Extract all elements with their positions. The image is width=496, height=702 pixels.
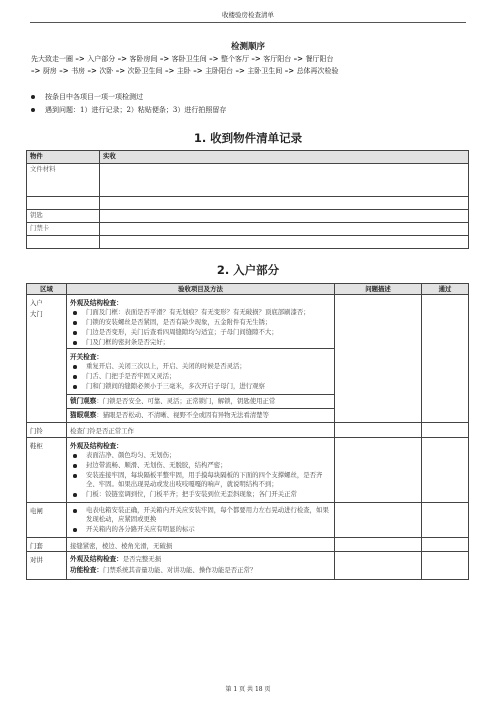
check-item: 门舌、门把手是否牢固又灵活；: [70, 372, 331, 381]
area-label: 入户: [30, 299, 43, 307]
col-header-area: 区域: [27, 284, 67, 295]
check-item: 门边是否变形，关门后查看四周缝隙均匀适宜；子母门间缝隙不大；: [70, 328, 331, 337]
item-name: [27, 236, 100, 249]
item-name: 门禁卡: [27, 223, 100, 236]
route-arrow-icon: –>: [85, 66, 100, 75]
check-item: 开关箱内的各分路开关应有明显的标示: [70, 525, 331, 534]
receipt-cell[interactable]: [100, 223, 469, 236]
inspection-route: [31, 53, 471, 77]
route-arrow-icon: –>: [115, 54, 130, 63]
area-label: 门套: [27, 538, 67, 552]
route-arrow-icon: –>: [249, 54, 264, 63]
route-step: 次卧: [99, 67, 114, 75]
col-header-pass: 通过: [422, 284, 469, 295]
check-text: ：猫眼是否松动、不清晰、视野不全或因有异物无法看清楚等: [96, 411, 269, 419]
item-name: [27, 197, 100, 210]
issue-cell[interactable]: [335, 552, 422, 580]
check-item: 安装连接牢固，每块隔板平整牢固，用手摸每块隔板的下面的四个支撑螺丝，是否齐全、牢固。如果出现晃动或发出吱吱嘎嘎的响声，就说明结构不到；: [70, 471, 331, 489]
route-step: 餐厅阳台: [305, 55, 334, 63]
issue-cell[interactable]: [335, 423, 422, 438]
route-arrow-icon: –>: [291, 54, 306, 63]
route-line-2: [31, 65, 471, 77]
check-text: ：门锁是否安全、可靠、灵活；正常锁门，解锁，钥匙使用正常: [96, 397, 276, 405]
issue-cell[interactable]: [335, 295, 422, 423]
check-item: 门及门框的密封条是否完好；: [70, 338, 331, 347]
route-step: 客卧房间: [129, 55, 158, 63]
receipt-cell[interactable]: [100, 197, 469, 210]
check-label: 功能检查：: [70, 566, 103, 574]
check-item: 表面洁净、颜色均匀、无划伤；: [70, 451, 331, 460]
route-arrow-icon: –>: [73, 54, 88, 63]
route-step: 整个客厅: [221, 55, 249, 63]
route-step: 厨房: [42, 67, 57, 75]
route-arrow-icon: –>: [56, 66, 72, 75]
item-name: 钥匙: [27, 210, 100, 223]
route-step: 主卧: [176, 67, 191, 75]
route-step: 书房: [71, 67, 86, 75]
col-header-method: 验收项目及方法: [67, 284, 335, 295]
pass-cell[interactable]: [422, 423, 469, 438]
route-step: 先大致走一圈: [31, 55, 73, 63]
route-step: 主卧卫生间: [247, 67, 283, 75]
group-title: 开关检查：: [70, 353, 103, 361]
table-row: [27, 210, 469, 223]
area-label: 电闸: [27, 503, 67, 538]
check-list: [70, 308, 331, 347]
bullet-dot-icon: [31, 108, 35, 112]
col-header-item: 物件: [27, 151, 100, 164]
check-item: 封边带流畅、顺滑、无划伤、无脱胶，结构严密；: [70, 461, 331, 470]
instruction-bullet: [31, 92, 143, 102]
issue-cell[interactable]: [335, 438, 422, 503]
entrance-inspection-table: [26, 283, 469, 580]
issue-cell[interactable]: [335, 503, 422, 538]
table-row-shoe-cabinet: [27, 438, 469, 503]
table-row: [27, 236, 469, 249]
check-list: [70, 506, 331, 534]
table-row-door: [27, 295, 469, 423]
page-header: 收楼验房检查清单: [30, 10, 466, 23]
route-arrow-icon: –>: [233, 66, 248, 75]
route-arrow-icon: –>: [190, 66, 206, 75]
route-arrow-icon: –>: [113, 66, 128, 75]
table-row: [27, 197, 469, 210]
bullet-dot-icon: [31, 95, 35, 99]
pass-cell[interactable]: [422, 552, 469, 580]
check-item: 门板：铰链室调到位，门板平齐；把手安装到位无歪斜现象；各门开关正常: [70, 490, 331, 499]
check-text: 接缝紧密，棱边、棱角光滑，无破损: [67, 538, 335, 552]
route-step: 客厅阳台: [263, 55, 292, 63]
route-arrow-icon: –>: [206, 54, 221, 63]
col-header-issue: 问题描述: [335, 284, 422, 295]
table-row: [27, 164, 469, 197]
route-step: 客卧卫生间: [171, 55, 207, 63]
section-heading-entrance: 2. 入户部分: [216, 263, 280, 277]
col-header-receipt: 实收: [100, 151, 469, 164]
check-item: 重复开启、关闭三次以上，开启、关闭的时候是否灵活；: [70, 362, 331, 371]
check-item: 电表电箱安装正确，开关箱内开关应安装牢固，每个都要用力左右晃动进行检查，如果发现松动，应紧固或更换: [70, 506, 331, 524]
table-row-door-frame: [27, 538, 469, 552]
check-item: 门面及门框：表面是否平滑？有无划痕？有无变形？有无破损？顶底部刷漆否；: [70, 308, 331, 317]
route-step: 总体再次检验: [296, 67, 339, 75]
check-text: 是否完整无损: [122, 555, 162, 563]
page-title: 检测顺序: [230, 42, 265, 52]
route-arrow-icon: –>: [282, 66, 297, 75]
area-label: 鞋柜: [27, 438, 67, 503]
route-step: 主卧阳台: [205, 67, 234, 75]
check-list: [70, 362, 331, 391]
check-item: 门和门锁间的缝隙必须小于三毫米，多次开启子母门，进行观察: [70, 382, 331, 391]
pass-cell[interactable]: [422, 503, 469, 538]
item-name: 文件材料: [27, 164, 100, 197]
instruction-text: 遇到问题：1）进行记录；2）粘贴便条；3）进行拍照留存: [45, 106, 227, 114]
instruction-text: 按条目中各项目一项一项检测过: [45, 93, 143, 101]
check-item: 门锁的安装螺丝是否紧固，是否有缺少现象，五金附件有无生锈；: [70, 318, 331, 327]
area-label: 大门: [30, 310, 43, 318]
check-label: 锁门观察: [70, 397, 97, 405]
issue-cell[interactable]: [335, 538, 422, 552]
table-row-bell: [27, 423, 469, 438]
receipt-cell[interactable]: [100, 210, 469, 223]
group-title: 外观及结构检查：: [70, 299, 123, 307]
route-step: 次卧卫生间: [127, 67, 163, 75]
route-step: 入户部分: [87, 55, 116, 63]
table-row: [27, 223, 469, 236]
route-arrow-icon: –>: [31, 66, 43, 75]
page-footer: 第 1 页 共 18 页: [225, 686, 271, 693]
area-label: 门铃: [27, 423, 67, 438]
receipt-cell[interactable]: [100, 164, 469, 197]
section-heading-items: 1. 收到物件清单记录: [193, 131, 303, 145]
route-line-1: [31, 53, 471, 65]
pass-cell[interactable]: [422, 538, 469, 552]
instruction-bullet: [31, 105, 226, 115]
items-received-table: [26, 150, 469, 249]
route-arrow-icon: –>: [157, 54, 172, 63]
check-text: 检查门铃是否正常工作: [67, 423, 335, 438]
pass-cell[interactable]: [422, 295, 469, 423]
check-label: 外观及结构检查：: [70, 555, 123, 563]
receipt-cell[interactable]: [100, 236, 469, 249]
route-arrow-icon: –>: [162, 66, 177, 75]
check-label: 猫眼观察: [70, 411, 97, 419]
table-row-intercom: [27, 552, 469, 580]
check-list: [70, 451, 331, 499]
group-title: 外观及结构检查：: [70, 442, 123, 450]
area-label: 对讲: [27, 552, 67, 580]
check-text: 门禁系统其音量功能、对讲功能、操作功能是否正常？: [102, 566, 257, 574]
pass-cell[interactable]: [422, 438, 469, 503]
table-row-electric: [27, 503, 469, 538]
